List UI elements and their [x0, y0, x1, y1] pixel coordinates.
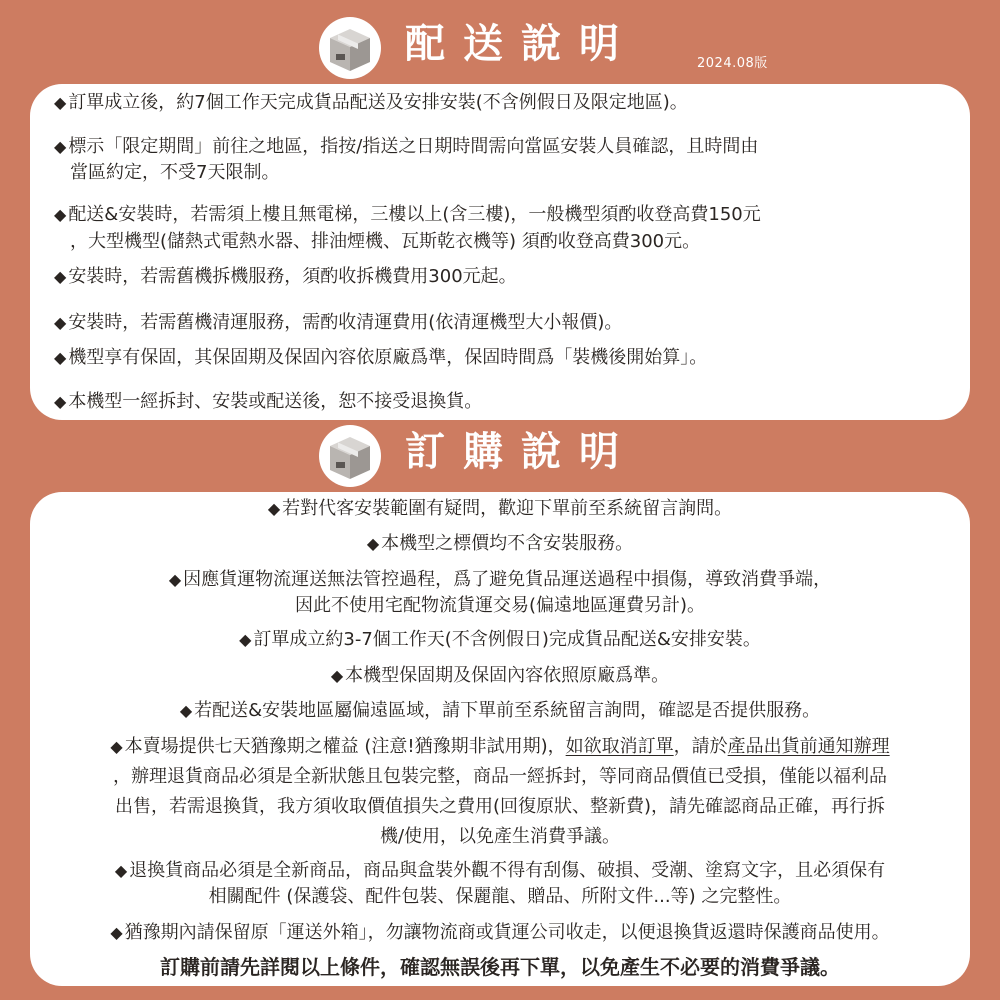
diamond-bullet-icon: ◆: [54, 313, 67, 332]
closing-note: 訂購前請先詳閱以上條件，確認無誤後再下單，以免產生不必要的消費爭議。: [160, 955, 840, 979]
order-panel: [30, 492, 970, 986]
order-title: 訂購說明: [405, 429, 637, 475]
diamond-bullet-icon: ◆: [179, 701, 193, 720]
list-item: ◆ 安裝時，若需舊機清運服務，需酌收清運費用(依清運機型大小報價)。: [54, 310, 622, 336]
list-item: ◆ 本機型一經拆封、安裝或配送後，恕不接受退換貨。: [54, 389, 482, 415]
diamond-bullet-icon: ◆: [330, 666, 344, 685]
list-item-continuation: 出售，若需退換貨，我方須收取價值損失之費用(回復原狀、整新費)，請先確認商品正確，再行拆: [114, 796, 886, 817]
diamond-bullet-icon: ◆: [267, 499, 281, 518]
list-item: ◆ 安裝時，若需舊機拆機服務，須酌收拆機費用300元起。: [54, 264, 517, 290]
cancel-order-underline: 如欲取消訂單: [565, 736, 674, 757]
diamond-bullet-icon: ◆: [54, 205, 67, 224]
list-item-continuation: 當區約定，不受7天限制。: [70, 162, 280, 183]
list-item: ◆ 本賣場提供七天猶豫期之權益 (注意!猶豫期非試用期)，如欲取消訂單，請於產品出貨前通知辦理: [30, 734, 970, 760]
list-item-continuation: 相關配件 (保護袋、配件包裝、保麗龍、贈品、所附文件...等) 之完整性。: [208, 886, 792, 907]
diamond-bullet-icon: ◆: [54, 93, 67, 112]
list-item: ◆ 猶豫期內請保留原「運送外箱」，勿讓物流商或貨運公司收走，以便退換貨返還時保護商品使用。: [30, 920, 970, 946]
order-section-header: [0, 418, 1000, 488]
list-item: ◆ 配送&安裝時，若需須上樓且無電梯，三樓以上(含三樓)，一般機型須酌收登高費150元: [54, 202, 761, 228]
list-item: ◆ 訂單成立後，約7個工作天完成貨品配送及安排安裝(不含例假日及限定地區)。: [54, 90, 688, 116]
delivery-title: 配送說明: [405, 21, 637, 67]
diamond-bullet-icon: ◆: [239, 630, 252, 649]
diamond-bullet-icon: ◆: [110, 737, 123, 756]
diamond-bullet-icon: ◆: [54, 392, 67, 411]
list-item: ◆ 機型享有保固，其保固期及保固內容依原廠爲準，保固時間爲「裝機後開始算」。: [54, 345, 707, 371]
list-item: ◆ 本機型保固期及保固內容依照原廠爲準。: [30, 663, 970, 689]
list-item-continuation: 機/使用，以免產生消費爭議。: [379, 826, 621, 847]
list-item: ◆ 本機型之標價均不含安裝服務。: [30, 531, 970, 557]
diamond-bullet-icon: ◆: [114, 861, 128, 880]
list-item-continuation: ，辦理退貨商品必須是全新狀態且包裝完整，商品一經拆封，等同商品價值已受損，僅能以福利品: [113, 766, 887, 787]
delivery-panel: [30, 84, 970, 420]
diamond-bullet-icon: ◆: [366, 534, 380, 553]
list-item: ◆ 標示「限定期間」前往之地區，指按/指送之日期時間需向當區安裝人員確認，且時間由: [54, 134, 758, 160]
list-item: ◆ 若配送&安裝地區屬偏遠區域，請下單前至系統留言詢問，確認是否提供服務。: [30, 698, 970, 724]
list-item-continuation: ，大型機型(儲熱式電熱水器、排油煙機、瓦斯乾衣機等) 須酌收登高費300元。: [70, 231, 701, 252]
list-item: ◆ 若對代客安裝範圍有疑問，歡迎下單前至系統留言詢問。: [30, 496, 970, 522]
diamond-bullet-icon: ◆: [54, 137, 67, 156]
diamond-bullet-icon: ◆: [168, 570, 182, 589]
diamond-bullet-icon: ◆: [54, 267, 67, 286]
list-item: ◆ 訂單成立約3-7個工作天(不含例假日)完成貨品配送&安排安裝。: [30, 627, 970, 653]
list-item: ◆ 因應貨運物流運送無法管控過程，爲了避免貨品運送過程中損傷，導致消費爭端，: [30, 567, 970, 593]
delivery-section-header: [0, 10, 1000, 80]
diamond-bullet-icon: ◆: [110, 923, 123, 942]
version-label: 2024.08版: [697, 56, 768, 71]
diamond-bullet-icon: ◆: [54, 348, 67, 367]
notify-before-shipping-underline: 產品出貨前通知辦理: [727, 736, 890, 757]
package-box-icon: [318, 16, 382, 80]
package-box-icon: [318, 424, 382, 488]
list-item: ◆ 退換貨商品必須是全新商品，商品與盒裝外觀不得有刮傷、破損、受潮、塗寫文字，且必須保有: [30, 858, 970, 884]
list-item-continuation: 因此不使用宅配物流貨運交易(偏遠地區運費另計)。: [294, 595, 706, 616]
